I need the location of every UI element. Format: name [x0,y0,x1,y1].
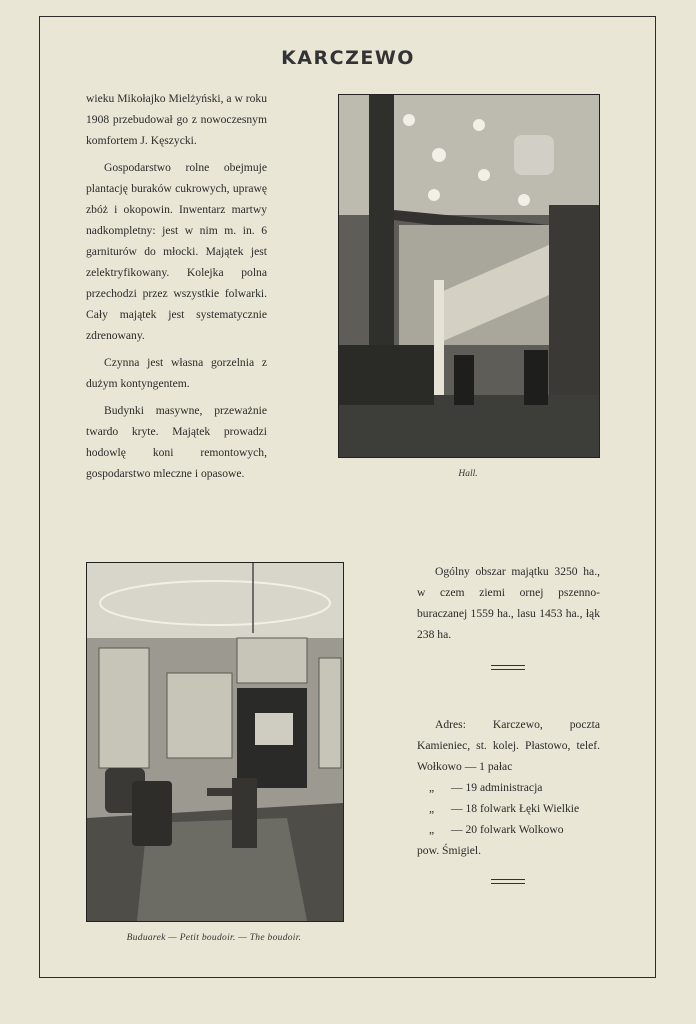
paragraph-intro: wieku Mikołajko Mielżyński, a w roku 1908 przebudował go z nowoczesnym komfortem J. Kęszycki. [86,92,267,147]
divider-rule-1 [491,665,525,670]
area-text [417,561,600,651]
paragraph-buildings: Budynki masywne, przeważnie twardo kryte. Majątek prowadzi hodowlę koni remontowych, gospodarstwo mleczne i opasowe. [86,404,267,480]
page-title: KARCZEWO [281,47,415,69]
address-outro: pow. Śmigiel. [417,844,481,857]
left-text-column [86,88,267,490]
paragraph-farming: Gospodarstwo rolne obejmuje plantację buraków cukrowych, uprawę zbóż i okopowin. Inwentarz martwy nadkompletny: jest w nim m. in. 6 garniturów do młocki. Majątek jest zelektryfikowany. Kolejka polna przechodzi przez wszystkie folwarki. Cały majątek jest systematycznie zdrenowany. [86,161,267,342]
paragraph-area: Ogólny obszar majątku 3250 ha., w czem ziemi ornej pszenno-buraczanej 1559 ha., lasu 1453 ha., łąk 238 ha. [417,565,600,641]
boudoir-caption: Buduarek — Petit boudoir. — The boudoir. [126,933,302,943]
address-intro: Adres: Karczewo, poczta Kamieniec, st. kolej. Płastowo, telef. Wołkowo — 1 pałac [417,718,600,773]
hall-caption: Hall. [458,469,478,479]
paragraph-distillery: Czynna jest własna gorzelnia z dużym kontyngentem. [86,356,267,390]
address-block [417,714,600,861]
address-line-3: „ — 20 folwark Wolkowo [429,823,564,836]
divider-rule-2 [491,879,525,884]
boudoir-photo [86,562,344,922]
address-line-2: „ — 18 folwark Łęki Wielkie [429,802,580,815]
hall-photo [338,94,600,458]
address-line-1: „ — 19 administracja [429,781,543,794]
